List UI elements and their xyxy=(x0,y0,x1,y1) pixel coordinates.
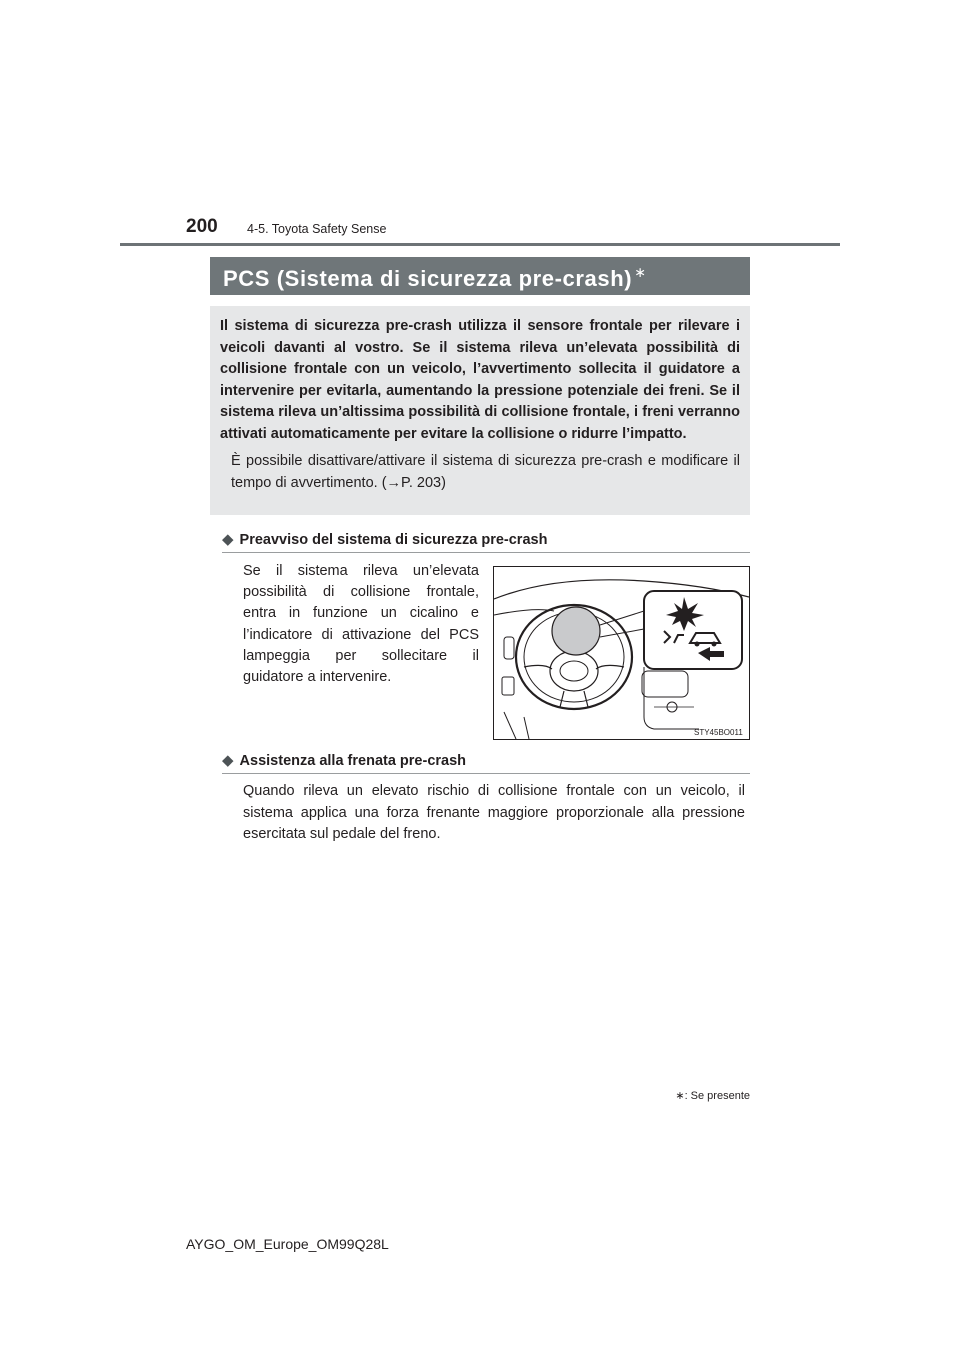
intro-text: Il sistema di sicurezza pre-crash utilizza il sensore frontale per rilevare i veicoli davanti al vostro. Se il sistema rileva un’elevata possibilità di collisione frontale con un veicolo, l’avvertimento sollecita il guidatore a intervenire per evitarla, aumentando la pressione potenziale dei freni. Se il sistema rileva un’altissima possibilità di collisione frontale, i freni verranno attivati automaticamente per evitare la collisione o ridurre l’impatto. xyxy=(220,318,740,442)
footer-document-id: AYGO_OM_Europe_OM99Q28L xyxy=(186,1236,389,1252)
optional-equipment-marker: ∗ xyxy=(634,264,647,280)
page-title xyxy=(210,257,750,295)
section-heading-warning xyxy=(222,530,547,548)
footnote-marker: ∗ xyxy=(675,1090,685,1102)
section-heading-brake-assist xyxy=(222,751,466,769)
illustration-code: STY45BO011 xyxy=(694,728,743,737)
section-heading-text: Assistenza alla frenata pre-crash xyxy=(239,753,467,769)
pcs-warning-indicator-icon xyxy=(644,591,742,669)
diamond-bullet-icon: ◆ xyxy=(222,752,234,769)
illustration-dashboard xyxy=(493,566,750,740)
intro-note: È possibile disattivare/attivare il sistema di sicurezza pre-crash e modificare il tempo di avvertimento. (→P. 203) xyxy=(231,453,740,491)
page-number: 200 xyxy=(186,216,218,237)
footnote-text: : Se presente xyxy=(684,1090,750,1102)
footnote xyxy=(675,1089,750,1102)
dashboard-illustration xyxy=(494,567,749,739)
section-rule xyxy=(222,552,750,553)
section-header: 4-5. Toyota Safety Sense xyxy=(247,222,387,236)
page-title-text: PCS (Sistema di sicurezza pre-crash) xyxy=(223,266,633,291)
diamond-bullet-icon: ◆ xyxy=(222,531,234,548)
intro-box xyxy=(210,306,750,515)
section-text-warning: Se il sistema rileva un’elevata possibilità di collisione frontale, entra in funzione un cicalino e l’indicatore di attivazione del PCS lampeggia per sollecitare il guidatore a intervenire. xyxy=(243,563,479,686)
section-text-brake-assist: Quando rileva un elevato rischio di collisione frontale con un veicolo, il sistema applica una forza frenante maggiore proporzionale alla pressione esercitata sul pedale del freno. xyxy=(243,783,745,842)
section-heading-text: Preavviso del sistema di sicurezza pre-crash xyxy=(239,532,548,548)
section-rule xyxy=(222,773,750,774)
header-rule xyxy=(120,243,840,246)
